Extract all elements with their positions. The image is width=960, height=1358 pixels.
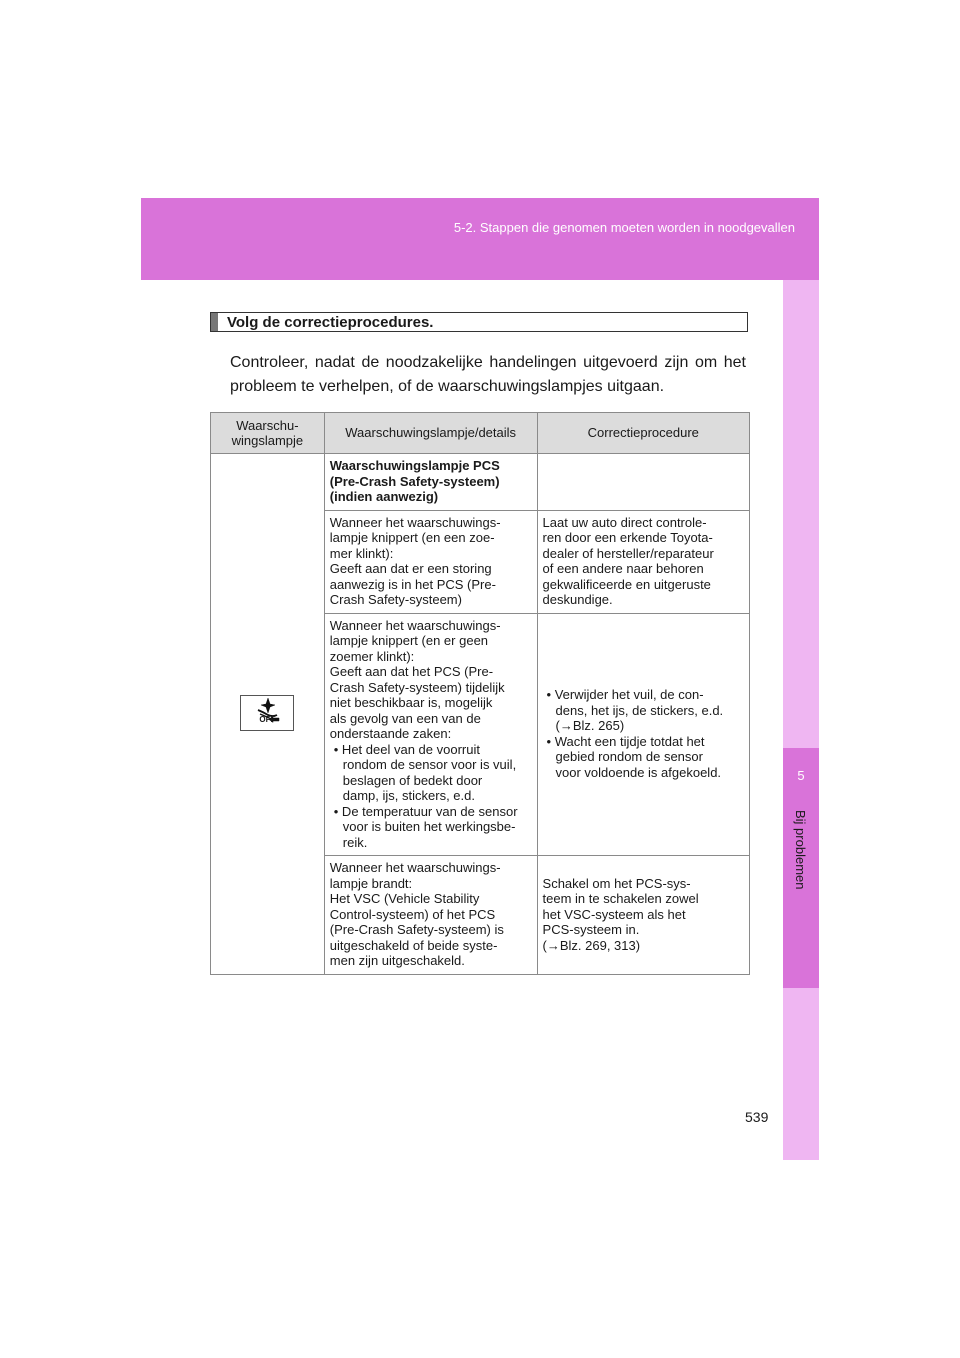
table-row <box>211 454 750 511</box>
details-text: Wanneer het waarschuwings- lampje brandt: Het VSC (Vehicle Stability Control-systeem) of het PCS (Pre-Crash Safety-systeem) is uitgeschakeld of beide syste- men zijn uitgeschakeld. <box>329 860 504 968</box>
warning-light-table <box>210 412 750 975</box>
header-band <box>141 198 819 280</box>
details-bullet: • Het deel van de voorruit rondom de sensor voor is vuil, beslagen of bedekt door damp, ijs, stickers, e.d. <box>333 741 517 803</box>
procedure-cell <box>537 856 749 975</box>
column-header-procedure: Correctieprocedure <box>537 413 749 454</box>
details-bullet: • De temperatuur van de sensor voor is buiten het werkingsbe- reik. <box>333 803 518 850</box>
intro-paragraph: Controleer, nadat de noodzakelijke handelingen uitgevoerd zijn om het probleem te verhelpen, of de waarschuwingslampjes uitgaan. <box>230 354 746 395</box>
column-header-details: Waarschuwingslampje/details <box>324 413 537 454</box>
procedure-text: Laat uw auto direct controle- ren door een erkende Toyota- dealer of hersteller/reparateur of een andere naar behoren gekwalificeerde en uitgeruste deskundige. <box>542 514 714 607</box>
empty-procedure-cell <box>537 454 749 511</box>
section-header: 5-2. Stappen die genomen moeten worden in noodgevallen <box>453 220 795 235</box>
table-subheading <box>324 454 537 511</box>
column-header-light: Waarschu- wingslampje <box>211 413 325 454</box>
icon-off-label: OFF <box>259 715 276 724</box>
section-heading-bar <box>210 312 748 332</box>
procedure-bullet: • Wacht een tijdje totdat het gebied rondom de sensor voor voldoende is afgekoeld. <box>546 733 722 780</box>
chapter-number: 5 <box>797 768 805 783</box>
procedure-cell <box>537 510 749 613</box>
section-marker <box>211 313 218 331</box>
chapter-side-tab <box>783 280 819 1160</box>
details-text: Wanneer het waarschuwings- lampje knippert (en er geen zoemer klinkt): Geeft aan dat het PCS (Pre- Crash Safety-systeem) tijdelijk niet beschikbaar is, mogelijk als gevolg van een van de onderstaande zaken: <box>329 617 505 741</box>
procedure-bullet: • Verwijder het vuil, de con- dens, het ijs, de stickers, e.d. (→Blz. 265) <box>546 687 724 734</box>
subheading-text: Waarschuwingslampje PCS (Pre-Crash Safety-systeem) (indien aanwezig) <box>329 458 500 504</box>
section-title: Volg de correctieprocedures. <box>227 314 434 331</box>
pcs-warning-icon <box>240 695 294 731</box>
details-cell <box>324 510 537 613</box>
procedure-cell <box>537 613 749 856</box>
page-number: 539 <box>745 1109 769 1125</box>
details-cell <box>324 613 537 856</box>
icon-cell <box>211 454 325 975</box>
table-header-row <box>211 413 750 454</box>
details-cell <box>324 856 537 975</box>
procedure-text: Schakel om het PCS-sys- teem in te schakelen zowel het VSC-systeem als het PCS-systeem in. (→Blz. 269, 313) <box>542 875 699 953</box>
details-text: Wanneer het waarschuwings- lampje knippert (en een zoe- mer klinkt): Geeft aan dat er een storing aanwezig is in het PCS (Pre- Crash Safety-systeem) <box>329 514 501 607</box>
chapter-title: Bij problemen <box>793 810 808 890</box>
